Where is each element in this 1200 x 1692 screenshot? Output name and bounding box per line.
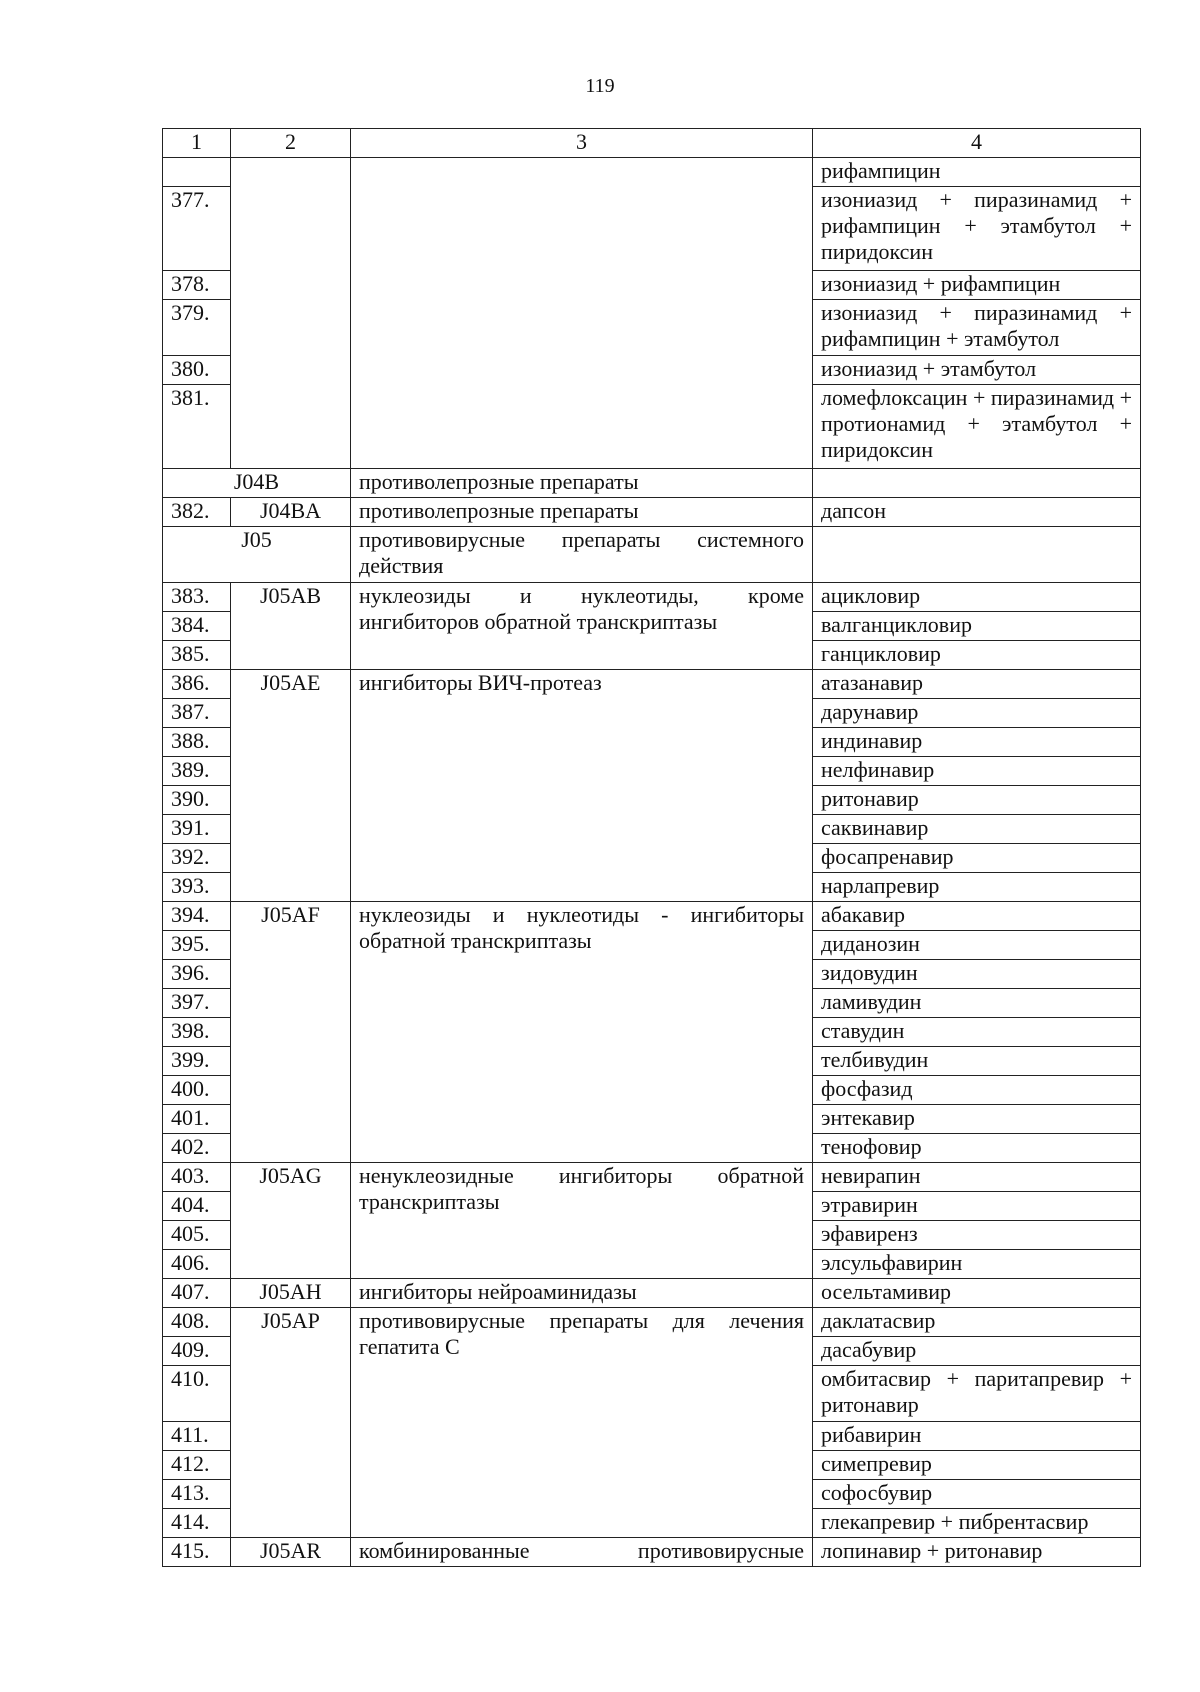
drug-name: ламивудин	[813, 989, 1141, 1018]
row-number: 415.	[163, 1538, 231, 1567]
drug-name: лопинавир + ритонавир	[813, 1538, 1141, 1567]
table-row	[163, 670, 1141, 699]
drug-name: саквинавир	[813, 815, 1141, 844]
row-number: 398.	[163, 1018, 231, 1047]
atc-code: J05AF	[231, 902, 351, 1163]
row-number: 413.	[163, 1480, 231, 1509]
atc-code: J05AE	[231, 670, 351, 902]
atc-code: J05AB	[231, 583, 351, 670]
group-name-line: нуклеозиды и нуклеотиды, кроме	[359, 583, 804, 608]
drug-name: невирапин	[813, 1163, 1141, 1192]
row-number: 388.	[163, 728, 231, 757]
drug-name: нарлапревир	[813, 873, 1141, 902]
drug-name: ритонавир	[813, 786, 1141, 815]
table-row	[163, 902, 1141, 931]
row-number: 395.	[163, 931, 231, 960]
atc-code: J04B	[163, 469, 351, 498]
row-number: 405.	[163, 1221, 231, 1250]
table-row	[163, 158, 1141, 187]
row-number: 400.	[163, 1076, 231, 1105]
row-number: 393.	[163, 873, 231, 902]
atc-code: J05AP	[231, 1308, 351, 1538]
atc-code	[231, 158, 351, 469]
row-number: 382.	[163, 498, 231, 527]
row-number: 397.	[163, 989, 231, 1018]
drug-name: изониазид + пиразинамид + рифампицин + этамбутол + пиридоксин	[813, 187, 1141, 271]
drug-name: зидовудин	[813, 960, 1141, 989]
drug-name: фосапренавир	[813, 844, 1141, 873]
row-number: 396.	[163, 960, 231, 989]
row-number: 403.	[163, 1163, 231, 1192]
atc-code: J05AR	[231, 1538, 351, 1567]
row-number: 411.	[163, 1422, 231, 1451]
row-number: 401.	[163, 1105, 231, 1134]
drug-name: абакавир	[813, 902, 1141, 931]
group-name-line: ненуклеозидные ингибиторы обратной	[359, 1163, 804, 1188]
row-number: 380.	[163, 356, 231, 385]
drug-name: изониазид + пиразинамид + рифампицин + этамбутол	[813, 300, 1141, 356]
drug-name: диданозин	[813, 931, 1141, 960]
row-number: 408.	[163, 1308, 231, 1337]
atc-code: J05AG	[231, 1163, 351, 1279]
table-row	[163, 498, 1141, 527]
drug-name: изониазид + этамбутол	[813, 356, 1141, 385]
atc-code: J05AH	[231, 1279, 351, 1308]
row-number: 389.	[163, 757, 231, 786]
drug-name: симепревир	[813, 1451, 1141, 1480]
row-number: 391.	[163, 815, 231, 844]
group-name	[351, 902, 813, 1163]
group-name: противолепрозные препараты	[351, 469, 813, 498]
row-number: 402.	[163, 1134, 231, 1163]
row-number: 414.	[163, 1509, 231, 1538]
atc-code: J04BA	[231, 498, 351, 527]
group-name-line: нуклеозиды и нуклеотиды - ингибиторы	[359, 902, 804, 927]
row-number: 409.	[163, 1337, 231, 1366]
drug-name	[813, 527, 1141, 583]
group-row	[163, 469, 1141, 498]
row-number	[163, 158, 231, 187]
row-number: 399.	[163, 1047, 231, 1076]
group-row	[163, 527, 1141, 583]
drug-name: ацикловир	[813, 583, 1141, 612]
row-number: 381.	[163, 385, 231, 469]
row-number: 383.	[163, 583, 231, 612]
drug-name: телбивудин	[813, 1047, 1141, 1076]
drug-name: дарунавир	[813, 699, 1141, 728]
row-number: 404.	[163, 1192, 231, 1221]
group-name	[351, 1163, 813, 1279]
drug-name: омбитасвир + паритапревир + ритонавир	[813, 1366, 1141, 1422]
drug-name: осельтамивир	[813, 1279, 1141, 1308]
header-row	[163, 129, 1141, 158]
drug-name	[813, 469, 1141, 498]
column-header: 2	[231, 129, 351, 158]
drug-name: даклатасвир	[813, 1308, 1141, 1337]
row-number: 410.	[163, 1366, 231, 1422]
row-number: 390.	[163, 786, 231, 815]
row-number: 378.	[163, 271, 231, 300]
drug-name: изониазид + рифампицин	[813, 271, 1141, 300]
group-name: противовирусные препараты системного действия	[351, 527, 813, 583]
group-name-line: ингибиторов обратной транскриптазы	[359, 609, 718, 634]
column-header: 1	[163, 129, 231, 158]
group-name	[351, 158, 813, 469]
drug-name: рифампицин	[813, 158, 1141, 187]
group-name: ингибиторы ВИЧ-протеаз	[351, 670, 813, 902]
group-name	[351, 1308, 813, 1538]
drug-name: дасабувир	[813, 1337, 1141, 1366]
drug-name: тенофовир	[813, 1134, 1141, 1163]
group-name-line: обратной транскриптазы	[359, 928, 592, 953]
row-number: 379.	[163, 300, 231, 356]
group-name: ингибиторы нейроаминидазы	[351, 1279, 813, 1308]
drug-name: этравирин	[813, 1192, 1141, 1221]
atc-code: J05	[163, 527, 351, 583]
table-row	[163, 583, 1141, 612]
drug-name: глекапревир + пибрентасвир	[813, 1509, 1141, 1538]
row-number: 407.	[163, 1279, 231, 1308]
row-number: 387.	[163, 699, 231, 728]
group-name-line: противовирусные препараты для лечения	[359, 1308, 804, 1333]
drug-name: софосбувир	[813, 1480, 1141, 1509]
drug-name: ганцикловир	[813, 641, 1141, 670]
row-number: 385.	[163, 641, 231, 670]
row-number: 412.	[163, 1451, 231, 1480]
group-name-line: гепатита С	[359, 1334, 460, 1359]
group-name-line: транскриптазы	[359, 1189, 500, 1214]
row-number: 384.	[163, 612, 231, 641]
row-number: 386.	[163, 670, 231, 699]
drug-name: валганцикловир	[813, 612, 1141, 641]
group-name: комбинированные противовирусные	[351, 1538, 813, 1567]
page-number: 119	[585, 75, 615, 97]
group-name	[351, 583, 813, 670]
drug-table	[162, 128, 1141, 1567]
drug-name: ломефлоксацин + пиразинамид + протионамид + этамбутол + пиридоксин	[813, 385, 1141, 469]
row-number: 406.	[163, 1250, 231, 1279]
table-row	[163, 1279, 1141, 1308]
row-number: 394.	[163, 902, 231, 931]
table-row	[163, 1538, 1141, 1567]
table-row	[163, 1308, 1141, 1337]
drug-name: эфавиренз	[813, 1221, 1141, 1250]
drug-name: атазанавир	[813, 670, 1141, 699]
drug-name: рибавирин	[813, 1422, 1141, 1451]
drug-name: индинавир	[813, 728, 1141, 757]
column-header: 3	[351, 129, 813, 158]
table-row	[163, 1163, 1141, 1192]
drug-name: ставудин	[813, 1018, 1141, 1047]
drug-name: элсульфавирин	[813, 1250, 1141, 1279]
row-number: 377.	[163, 187, 231, 271]
drug-name: фосфазид	[813, 1076, 1141, 1105]
row-number: 392.	[163, 844, 231, 873]
drug-name: дапсон	[813, 498, 1141, 527]
drug-name: энтекавир	[813, 1105, 1141, 1134]
group-name: противолепрозные препараты	[351, 498, 813, 527]
drug-name: нелфинавир	[813, 757, 1141, 786]
column-header: 4	[813, 129, 1141, 158]
